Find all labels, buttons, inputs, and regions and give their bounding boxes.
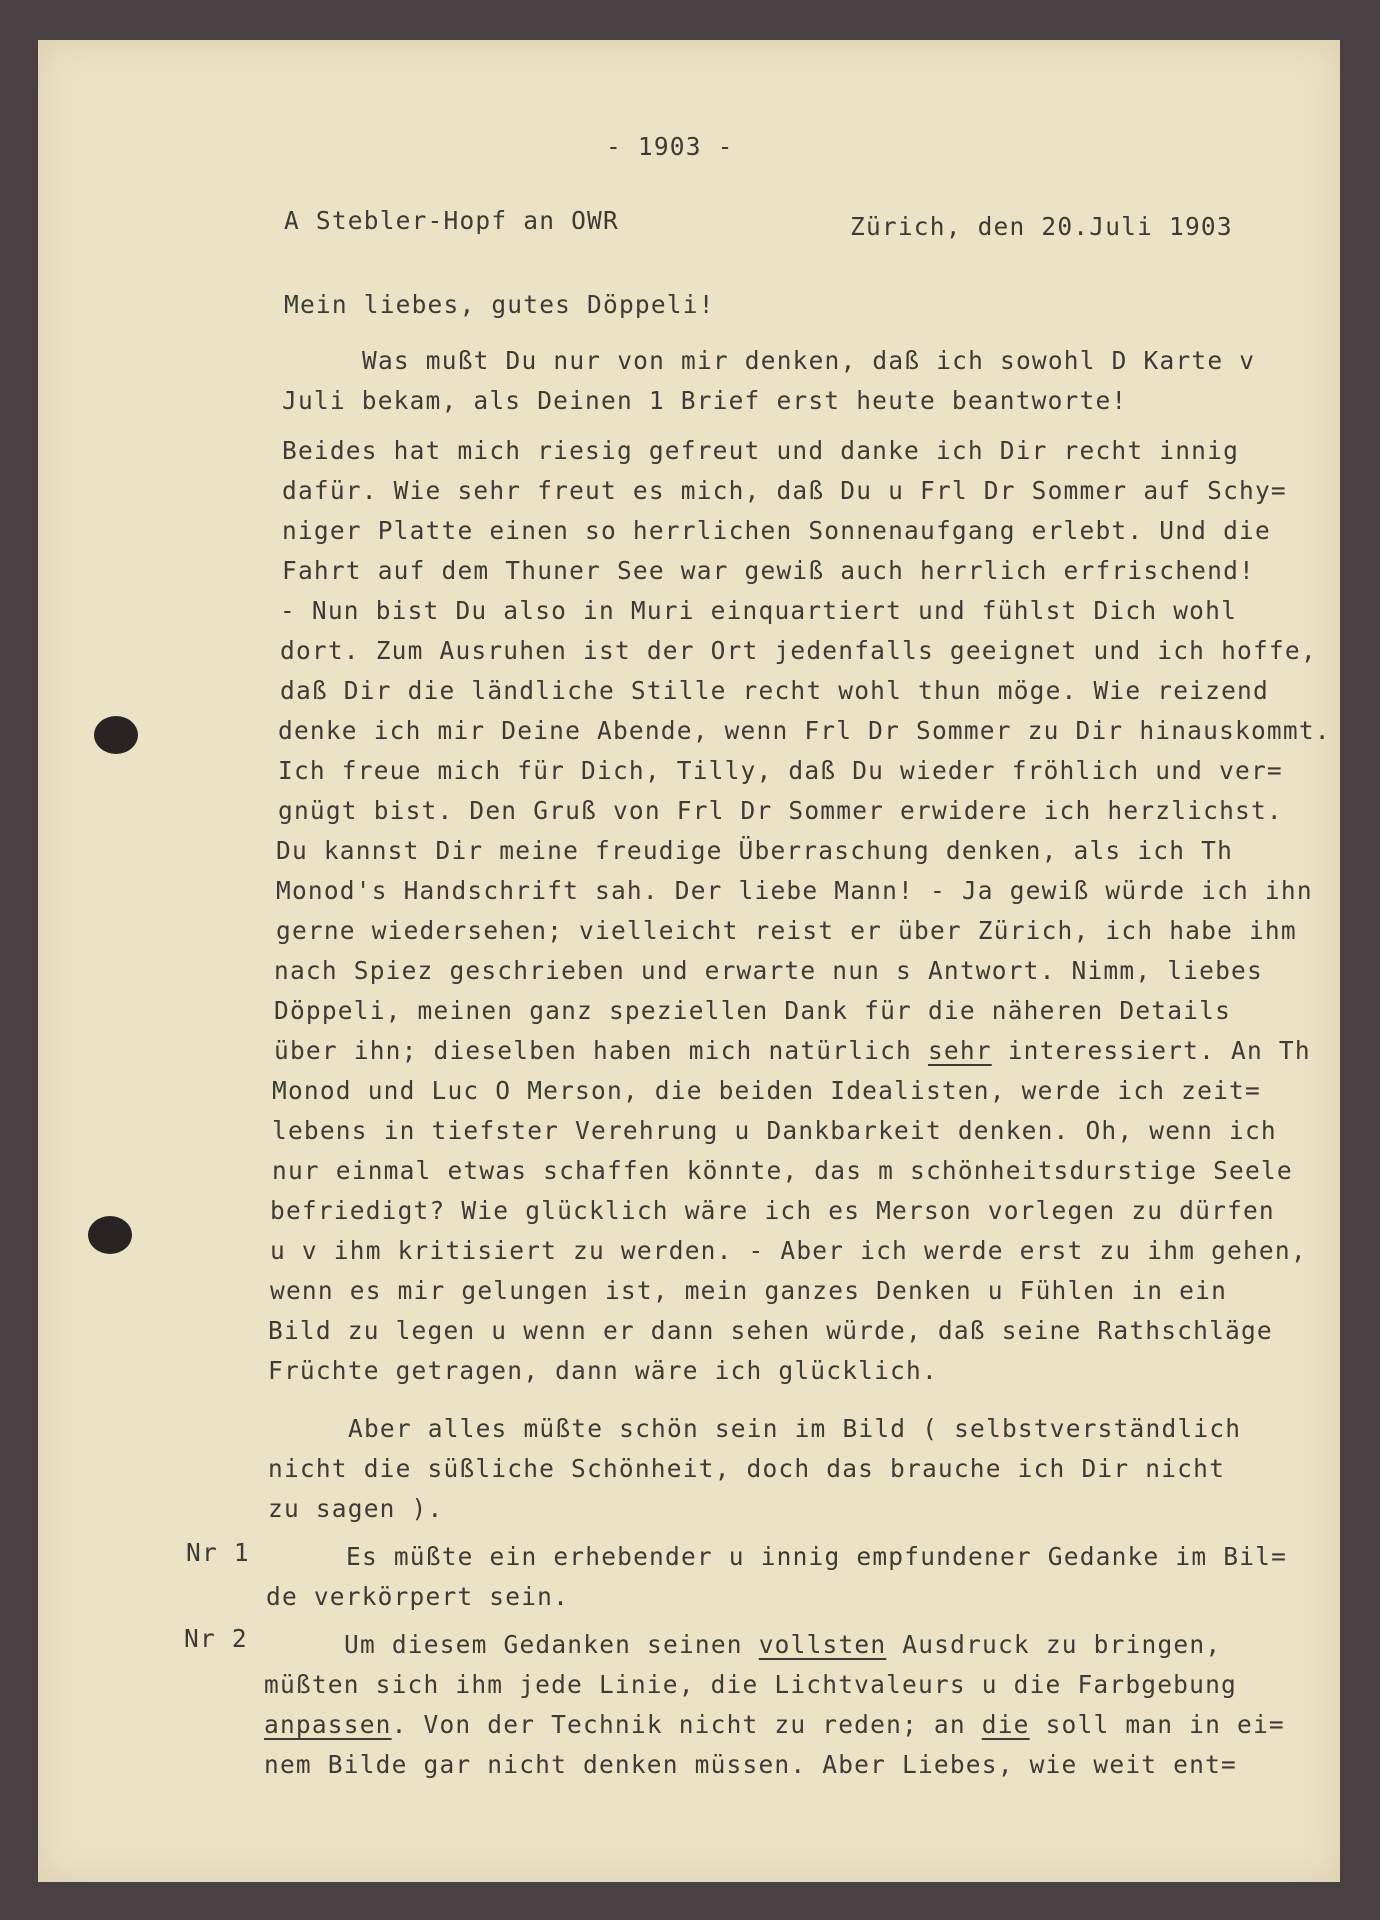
underlined-word: die xyxy=(981,1710,1030,1739)
point-label: Nr 1 xyxy=(186,1538,250,1567)
paragraph-line: über ihn; dieselben haben mich natürlich sehr interessiert. An Th xyxy=(274,1036,1311,1065)
underlined-word: sehr xyxy=(927,1036,992,1065)
paragraph-line: Früchte getragen, dann wäre ich glücklich. xyxy=(268,1356,938,1385)
paragraph-line: lebens in tiefster Verehrung u Dankbarkeit denken. Oh, wenn ich xyxy=(272,1116,1277,1145)
paragraph-line: gnügt bist. Den Gruß von Frl Dr Sommer erwidere ich herzlichst. xyxy=(278,796,1283,825)
paragraph-line: Bild zu legen u wenn er dann sehen würde, daß seine Rathschläge xyxy=(268,1316,1273,1345)
paragraph-line: Döppeli, meinen ganz speziellen Dank für die näheren Details xyxy=(274,996,1232,1025)
paragraph-line: nem Bilde gar nicht denken müssen. Aber Liebes, wie weit ent= xyxy=(264,1750,1237,1779)
paragraph-line: denke ich mir Deine Abende, wenn Frl Dr Sommer zu Dir hinauskommt. xyxy=(278,716,1331,745)
paragraph-line: - Nun bist Du also in Muri einquartiert und fühlst Dich wohl xyxy=(280,596,1238,625)
punch-hole xyxy=(94,716,138,754)
paragraph-line: Monod und Luc O Merson, die beiden Idealisten, werde ich zeit= xyxy=(272,1076,1261,1105)
paragraph-line: gerne wiedersehen; vielleicht reist er über Zürich, ich habe ihm xyxy=(276,916,1297,945)
letter-page xyxy=(38,40,1340,1882)
paragraph-line: dort. Zum Ausruhen ist der Ort jedenfalls geeignet und ich hoffe, xyxy=(280,636,1317,665)
paragraph-line: Es müßte ein erhebender u innig empfundener Gedanke im Bil= xyxy=(346,1542,1288,1571)
paragraph-line: Fahrt auf dem Thuner See war gewiß auch herrlich erfrischend! xyxy=(282,556,1255,585)
underlined-word: vollsten xyxy=(758,1630,887,1659)
paragraph-line: anpassen. Von der Technik nicht zu reden; an die soll man in ei= xyxy=(264,1710,1285,1739)
place-date: Zürich, den 20.Juli 1903 xyxy=(850,212,1233,241)
paragraph-line: daß Dir die ländliche Stille recht wohl thun möge. Wie reizend xyxy=(280,676,1269,705)
paragraph-line: Du kannst Dir meine freudige Überraschung denken, als ich Th xyxy=(276,836,1234,865)
paragraph-line: Ich freue mich für Dich, Tilly, daß Du wieder fröhlich und ver= xyxy=(278,756,1283,785)
paragraph-line: wenn es mir gelungen ist, mein ganzes Denken u Fühlen in ein xyxy=(270,1276,1228,1305)
paragraph-line: u v ihm kritisiert zu werden. - Aber ich werde erst zu ihm gehen, xyxy=(270,1236,1307,1265)
paragraph-line: Was mußt Du nur von mir denken, daß ich sowohl D Karte v xyxy=(362,346,1256,375)
salutation: Mein liebes, gutes Döppeli! xyxy=(284,290,715,319)
paragraph-line: Juli bekam, als Deinen 1 Brief erst heute beantworte! xyxy=(282,386,1128,415)
paragraph-line: nur einmal etwas schaffen könnte, das m schönheitsdurstige Seele xyxy=(272,1156,1293,1185)
underlined-word: anpassen xyxy=(264,1710,392,1739)
sender-recipient: A Stebler-Hopf an OWR xyxy=(284,206,619,235)
paragraph-line: Monod's Handschrift sah. Der liebe Mann! - Ja gewiß würde ich ihn xyxy=(276,876,1313,905)
paragraph-line: de verkörpert sein. xyxy=(266,1582,570,1611)
year-heading: - 1903 - xyxy=(606,132,734,161)
paragraph-line: dafür. Wie sehr freut es mich, daß Du u Frl Dr Sommer auf Schy= xyxy=(282,476,1287,505)
punch-hole xyxy=(88,1216,132,1254)
paragraph-line: Beides hat mich riesig gefreut und danke ich Dir recht innig xyxy=(282,436,1240,465)
paragraph-line: nach Spiez geschrieben und erwarte nun s Antwort. Nimm, liebes xyxy=(274,956,1263,985)
paragraph-line: nicht die süßliche Schönheit, doch das brauche ich Dir nicht xyxy=(268,1454,1226,1483)
point-label: Nr 2 xyxy=(184,1624,248,1653)
paragraph-line: zu sagen ). xyxy=(268,1494,444,1523)
paragraph-line: niger Platte einen so herrlichen Sonnenaufgang erlebt. Und die xyxy=(282,516,1271,545)
paragraph-line: Aber alles müßte schön sein im Bild ( selbstverständlich xyxy=(348,1414,1242,1443)
paragraph-line: Um diesem Gedanken seinen vollsten Ausdruck zu bringen, xyxy=(344,1630,1222,1659)
paragraph-line: müßten sich ihm jede Linie, die Lichtvaleurs u die Farbgebung xyxy=(264,1670,1237,1699)
paragraph-line: befriedigt? Wie glücklich wäre ich es Merson vorlegen zu dürfen xyxy=(270,1196,1275,1225)
